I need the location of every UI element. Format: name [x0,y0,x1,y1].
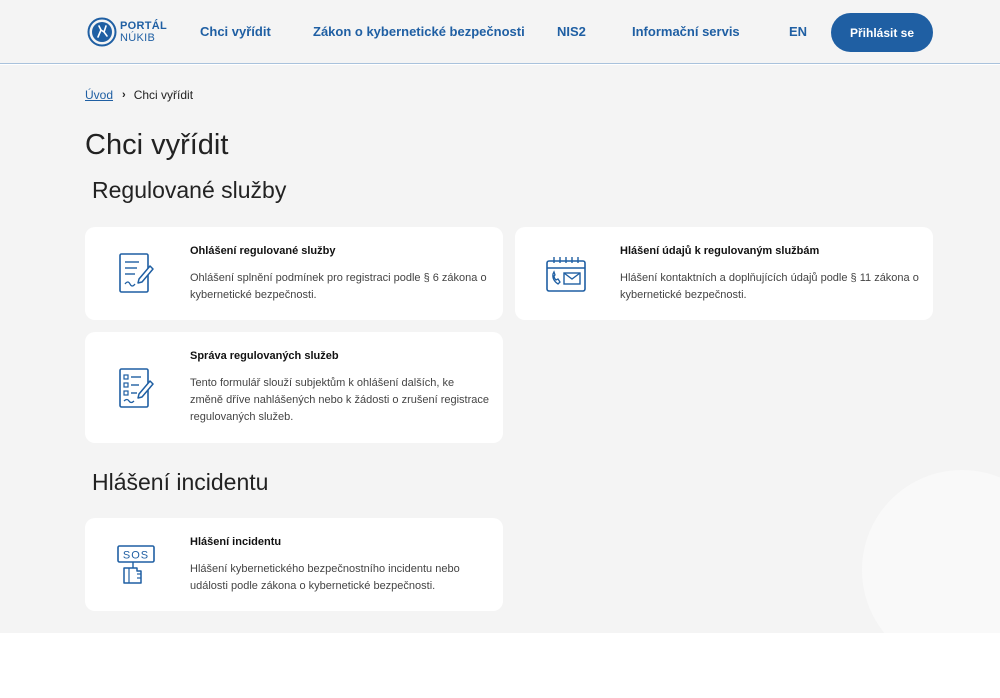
breadcrumb [85,88,193,102]
card-title: Správa regulovaných služeb [190,350,339,362]
nav-chci-vyridit[interactable]: Chci vyřídit [200,24,271,39]
service-card[interactable] [85,227,503,320]
svg-text:SOS: SOS [122,549,150,562]
breadcrumb-current: Chci vyřídit [133,88,194,102]
form-pen-icon [117,251,155,295]
nav-language-en[interactable]: EN [789,24,808,39]
section-title-hlaseni-incidentu: Hlášení incidentu [92,469,269,495]
page-footer [0,633,1000,698]
checklist-pen-icon [117,366,155,410]
nav-informacni-servis[interactable]: Informační servis [632,24,740,39]
logo-line-2: NÚKIB [120,32,156,44]
nav-nis2[interactable]: NIS2 [557,24,586,39]
phone-mail-calendar-icon [545,253,587,297]
login-button[interactable]: Přihlásit se [831,13,933,52]
page-title: Chci vyřídit [85,129,229,161]
breadcrumb-chevron-icon: › [122,89,126,101]
card-title: Hlášení údajů k regulovaným službám [620,245,820,257]
card-title: Ohlášení regulované služby [190,245,336,257]
nav-zakon[interactable]: Zákon o kybernetické bezpečnosti [313,24,525,39]
nukib-logo-icon [87,17,117,47]
decorative-shape [862,470,1000,633]
service-card[interactable] [85,332,503,443]
card-description: Hlášení kontaktních a doplňujících údajů podle § 11 zákona o kybernetické bezpečnosti. [620,272,919,301]
sos-sign-icon [115,543,157,587]
card-description: Ohlášení splnění podmínek pro registraci podle § 6 zákona o kybernetické bezpečnosti. [190,272,487,301]
breadcrumb-home-link[interactable]: Úvod [85,88,114,102]
portal-logo[interactable] [87,17,167,47]
site-header [0,0,1000,64]
logo-text [120,20,167,44]
card-description: Hlášení kybernetického bezpečnostního incidentu nebo události podle zákona o kybernetické bezpečnosti. [190,563,460,592]
service-card[interactable] [515,227,933,320]
main-content [0,65,1000,633]
section-title-regulovane-sluzby: Regulované služby [92,177,287,203]
card-title: Hlášení incidentu [190,536,282,548]
logo-line-1: PORTÁL [120,20,168,32]
service-card[interactable] [85,518,503,611]
card-description: Tento formulář slouží subjektům k ohlášení dalších, ke změně dříve nahlášených nebo k žádosti o zrušení registrace regulovaných služeb. [190,377,489,423]
